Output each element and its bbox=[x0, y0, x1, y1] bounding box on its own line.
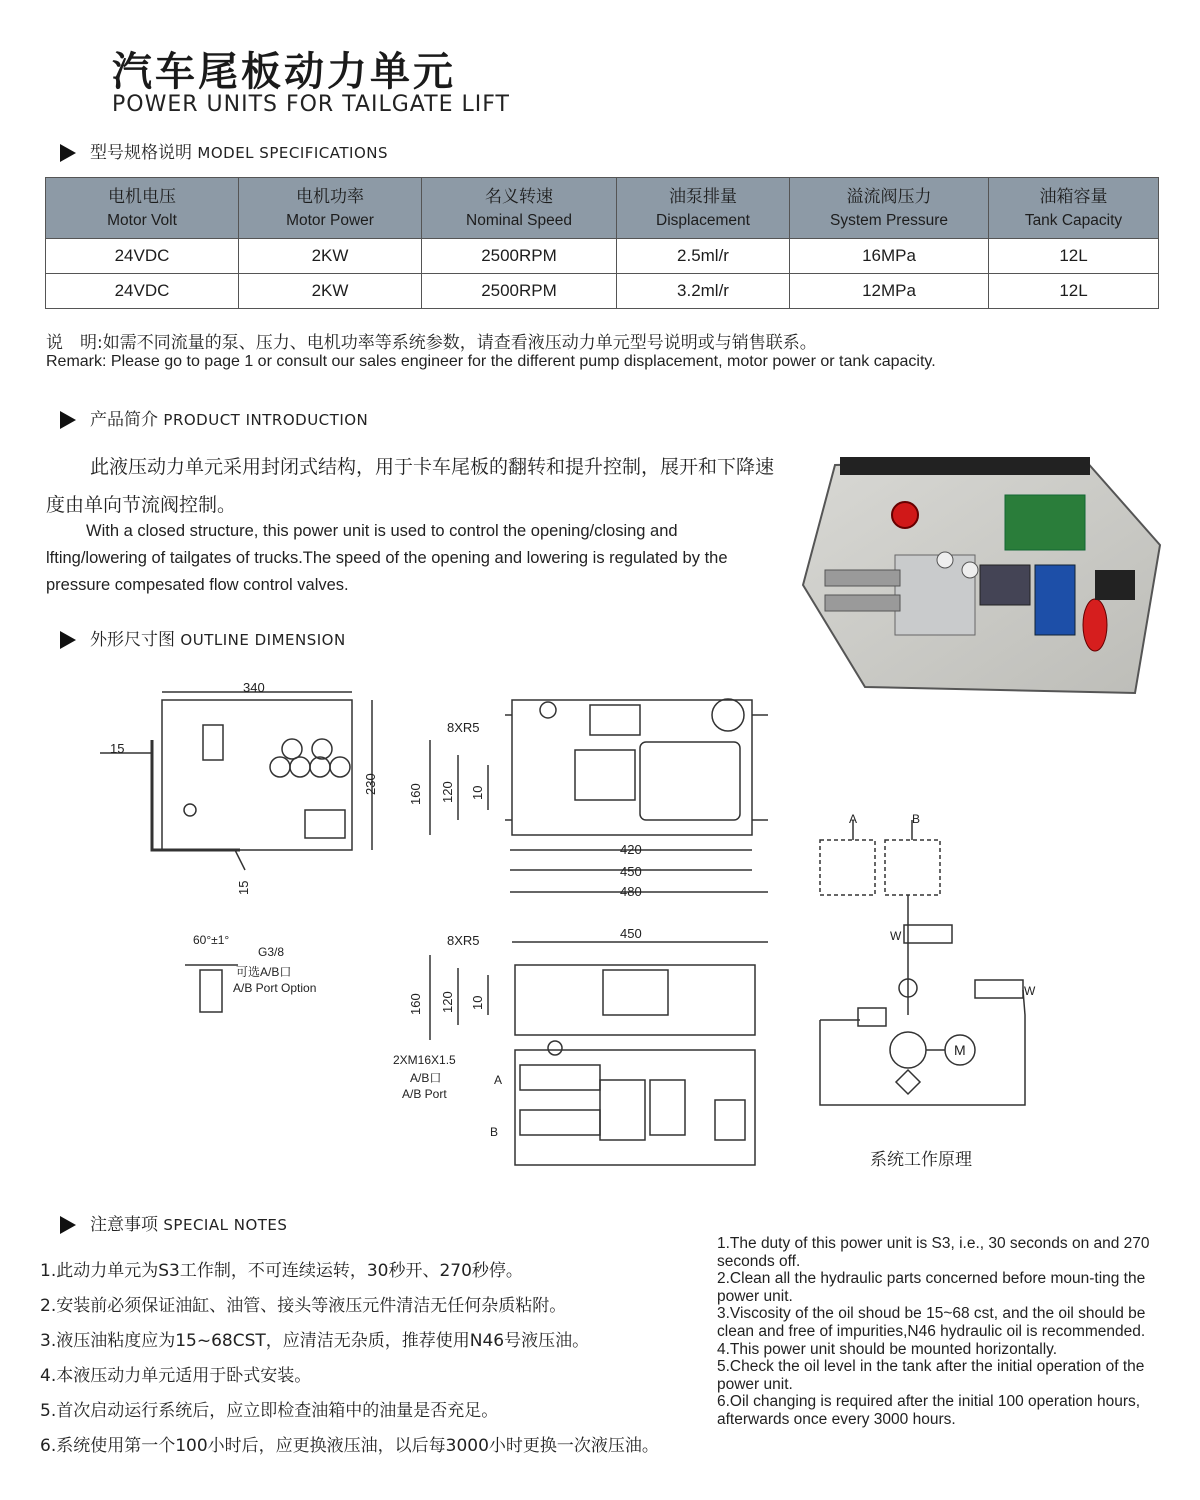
table-header: 电机电压 Motor Volt bbox=[46, 178, 239, 239]
table-header: 溢流阀压力 System Pressure bbox=[790, 178, 989, 239]
table-header: 电机功率 Motor Power bbox=[239, 178, 422, 239]
spec-table bbox=[45, 177, 1159, 309]
remark-cn: 说 明:如需不同流量的泵、压力、电机功率等系统参数，请查看液压动力单元型号说明或与销售联系。 bbox=[46, 333, 817, 353]
dim-120-a: 120 bbox=[440, 781, 455, 803]
page-title: 汽车尾板动力单元 bbox=[112, 49, 456, 95]
list-item: 5.Check the oil level in the tank after the initial operation of the power unit. bbox=[717, 1358, 1145, 1393]
port-option-cn: 可选A/B口 bbox=[236, 965, 292, 979]
table-cell: 3.2ml/r bbox=[617, 274, 790, 309]
side-view-bracket bbox=[152, 740, 240, 850]
dim-450-b: 450 bbox=[620, 926, 642, 941]
notes-cn-list bbox=[40, 1256, 710, 1466]
list-item: 6.系统使用第一个100小时后，应更换液压油，以后每3000小时更换一次液压油。 bbox=[40, 1436, 659, 1456]
dim-10-a: 10 bbox=[470, 785, 485, 800]
outline-drawings bbox=[0, 670, 1200, 1180]
port-cn: A/B口 bbox=[410, 1071, 442, 1085]
table-cell: 12L bbox=[989, 274, 1159, 309]
list-item: 6.Oil changing is required after the initial 100 operation hours, afterwards once every 3000 hours. bbox=[717, 1393, 1141, 1428]
dim-8xr5-b: 8XR5 bbox=[447, 933, 480, 948]
table-cell: 2500RPM bbox=[422, 274, 617, 309]
table-header: 名义转速 Nominal Speed bbox=[422, 178, 617, 239]
dim-420: 420 bbox=[620, 842, 642, 857]
table-header: 油箱容量 Tank Capacity bbox=[989, 178, 1159, 239]
intro-cn: 此液压动力单元采用封闭式结构，用于卡车尾板的翻转和提升控制，展开和下降速度由单向节流阀控制。 bbox=[46, 456, 775, 516]
table-row bbox=[46, 239, 1159, 274]
schematic-valve-a bbox=[820, 840, 875, 895]
port-option-en: A/B Port Option bbox=[233, 981, 317, 995]
table-row bbox=[46, 274, 1159, 309]
table-cell: 16MPa bbox=[790, 239, 989, 274]
dim-160-a: 160 bbox=[408, 783, 423, 805]
table-cell: 12MPa bbox=[790, 274, 989, 309]
table-cell: 2KW bbox=[239, 239, 422, 274]
w-right-label: W bbox=[1024, 984, 1036, 998]
section-intro: 产品简介 PRODUCT INTRODUCTION bbox=[60, 405, 368, 430]
triangle-bullet-icon bbox=[60, 631, 76, 649]
list-item: 1.The duty of this power unit is S3, i.e., 30 seconds on and 270 seconds off. bbox=[717, 1235, 1150, 1270]
list-item: 4.This power unit should be mounted horizontally. bbox=[717, 1340, 1058, 1358]
page-subtitle: POWER UNITS FOR TAILGATE LIFT bbox=[112, 92, 510, 117]
top-view-body bbox=[512, 700, 752, 835]
list-item: 5.首次启动运行系统后，应立即检查油箱中的油量是否充足。 bbox=[40, 1401, 499, 1421]
schematic-caption: 系统工作原理 bbox=[870, 1150, 972, 1170]
dim-120-b: 120 bbox=[440, 991, 455, 1013]
list-item: 2.Clean all the hydraulic parts concerned before moun-ting the power unit. bbox=[717, 1270, 1146, 1305]
list-item: 1.此动力单元为S3工作制，不可连续运转，30秒开、270秒停。 bbox=[40, 1261, 523, 1281]
dim-480: 480 bbox=[620, 884, 642, 899]
table-cell: 24VDC bbox=[46, 274, 239, 309]
table-cell: 12L bbox=[989, 239, 1159, 274]
dim-angle: 60°±1° bbox=[193, 933, 230, 947]
w-left-label: W bbox=[890, 929, 902, 943]
dim-340: 340 bbox=[243, 680, 265, 695]
list-item: 2.安装前必须保证油缸、油管、接头等液压元件清洁无任何杂质粘附。 bbox=[40, 1296, 567, 1316]
section-outline: 外形尺寸图 OUTLINE DIMENSION bbox=[60, 625, 346, 650]
pump-symbol bbox=[890, 1032, 926, 1068]
table-header-row bbox=[46, 178, 1159, 239]
dim-15-a: 15 bbox=[110, 741, 125, 756]
schematic-valve-b bbox=[885, 840, 940, 895]
motor-label: M bbox=[954, 1042, 966, 1058]
port-en: A/B Port bbox=[402, 1087, 447, 1101]
port-a-label: A bbox=[494, 1073, 503, 1087]
list-item: 4.本液压动力单元适用于卧式安装。 bbox=[40, 1366, 312, 1386]
section-specs: 型号规格说明 MODEL SPECIFICATIONS bbox=[60, 138, 388, 163]
triangle-bullet-icon bbox=[60, 1216, 76, 1234]
table-header: 油泵排量 Displacement bbox=[617, 178, 790, 239]
product-photo bbox=[795, 455, 1170, 695]
table-cell: 24VDC bbox=[46, 239, 239, 274]
front-view-manifold bbox=[515, 1050, 755, 1165]
schematic-a-label: A bbox=[849, 812, 858, 826]
notes-en-list bbox=[717, 1235, 1177, 1429]
table-cell: 2500RPM bbox=[422, 239, 617, 274]
section-notes: 注意事项 SPECIAL NOTES bbox=[60, 1210, 287, 1235]
intro-en: With a closed structure, this power unit is used to control the opening/closing and lfting/lowering of tailgates of trucks.The speed of the opening and lowering is regulated by the pressure compesated flow control valves. bbox=[46, 522, 728, 594]
remark-en: Remark: Please go to page 1 or consult our sales engineer for the different pump displacement, motor power or tank capacity. bbox=[46, 353, 936, 370]
dim-10-b: 10 bbox=[470, 995, 485, 1010]
list-item: 3.液压油粘度应为15~68CST，应清洁无杂质，推荐使用N46号液压油。 bbox=[40, 1331, 590, 1351]
list-item: 3.Viscosity of the oil shoud be 15~68 cst, and the oil should be clean and free of impurities,N46 hydraulic oil is recommended. bbox=[717, 1305, 1146, 1340]
dim-thread: G3/8 bbox=[258, 945, 285, 959]
dim-160-b: 160 bbox=[408, 993, 423, 1015]
table-cell: 2KW bbox=[239, 274, 422, 309]
dim-8xr5-a: 8XR5 bbox=[447, 720, 480, 735]
schematic-b-label: B bbox=[912, 812, 921, 826]
port-b-label: B bbox=[490, 1125, 499, 1139]
dim-230: 230 bbox=[363, 773, 378, 795]
triangle-bullet-icon bbox=[60, 144, 76, 162]
front-view-tank bbox=[515, 965, 755, 1035]
triangle-bullet-icon bbox=[60, 411, 76, 429]
table-cell: 2.5ml/r bbox=[617, 239, 790, 274]
port-thread: 2XM16X1.5 bbox=[393, 1053, 456, 1067]
dim-450-a: 450 bbox=[620, 864, 642, 879]
side-view-body bbox=[162, 700, 352, 850]
dim-15-b: 15 bbox=[236, 880, 251, 895]
